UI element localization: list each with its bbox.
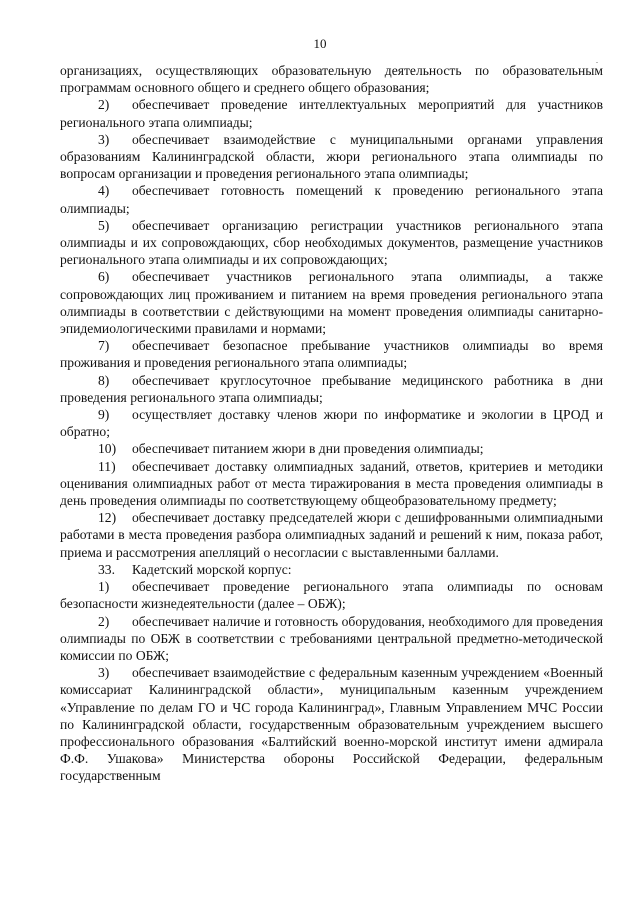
- page-number: 10: [313, 36, 327, 51]
- list-item: [60, 458, 603, 510]
- document-body: [60, 62, 603, 785]
- list-item-text: обеспечивает доставку олимпиадных заданий, ответов, критериев и методики оценивания олимпиадных работ от места тиражирования в места проведения олимпиады в день проведения олимпиады по соответствующему общеобразовательному предмету;: [60, 458, 603, 509]
- list-item: [60, 96, 603, 130]
- list-item-number: 11): [98, 458, 116, 474]
- list-item-text: обеспечивает участников регионального этапа олимпиады, а также сопровождающих лиц проживанием и питанием на время проведения регионального этапа олимпиады в соответствии с действующими на момент проведения олимпиады санитарно-эпидемиологическими правилами и нормами;: [60, 269, 603, 337]
- list-item-text: организациях, осуществляющих образовательную деятельность по образовательным программам основного общего и среднего общего образования;: [60, 63, 603, 96]
- list-item-number: 7): [98, 338, 110, 354]
- list-item: [60, 578, 603, 612]
- list-item-number: 2): [98, 613, 110, 629]
- list-item: [60, 182, 603, 216]
- list-item: [60, 337, 603, 371]
- list-item-text: обеспечивает доставку председателей жюри с дешифрованными олимпиадными работами в места проведения разбора олимпиадных заданий и решений к ним, показа работ, приема и рассмотрения апелляций о несогласии с выставленными баллами.: [60, 510, 603, 560]
- list-item-number: 5): [98, 217, 110, 233]
- list-item-text: обеспечивает взаимодействие с муниципальными органами управления образованиям Калининградской области, жюри регионального этапа олимпиады по вопросам организации и проведения регионального этапа олимпиады;: [60, 131, 603, 182]
- list-item-text: осуществляет доставку членов жюри по информатике и экологии в ЦРОД и обратно;: [60, 407, 603, 440]
- list-item-number: 9): [98, 407, 110, 423]
- list-item-number: 6): [98, 269, 110, 285]
- list-item: [60, 372, 603, 406]
- list-item: [60, 613, 603, 665]
- list-item-number: 1): [98, 579, 110, 595]
- list-item-number: 8): [98, 372, 110, 388]
- list-item-text: обеспечивает организацию регистрации участников регионального этапа олимпиады и их сопровождающих, сбор необходимых документов, размещение участников регионального этапа олимпиады и их сопровождающих;: [60, 217, 603, 268]
- list-item: [60, 440, 603, 457]
- list-item-text: обеспечивает безопасное пребывание участников олимпиады во время проживания и проведения регионального этапа олимпиады;: [60, 338, 603, 371]
- list-item: [60, 131, 603, 183]
- list-item-text: обеспечивает круглосуточное пребывание медицинского работника в дни проведения регионального этапа олимпиады;: [60, 372, 603, 405]
- list-item-text: обеспечивает готовность помещений к проведению регионального этапа олимпиады;: [60, 183, 603, 216]
- list-item: [60, 509, 603, 561]
- list-item-number: 10): [98, 441, 117, 457]
- list-item: [60, 664, 603, 784]
- list-item-number: 33.: [98, 561, 115, 577]
- list-item: [60, 561, 603, 578]
- list-item-number: 3): [98, 131, 110, 147]
- list-item-number: 12): [98, 510, 117, 526]
- list-item-number: 4): [98, 183, 110, 199]
- list-item-number: 2): [98, 97, 110, 113]
- list-item-number: 3): [98, 665, 110, 681]
- list-item: [60, 268, 603, 337]
- list-item-text: обеспечивает взаимодействие с федеральным казенным учреждением «Военный комиссариат Калининградской области», муниципальным казенным учреждением «Управление по делам ГО и ЧС города Калининград», Главным Управлением МЧС России по Калининградской области, государственным образовательным учреждением высшего профессионального образования «Балтийский военно-морской институт имени адмирала Ф.Ф. Ушакова» Министерства обороны Российской Федерации, федеральным государственным: [60, 665, 603, 784]
- paragraph-continuation: [60, 62, 603, 96]
- list-item-text: обеспечивает проведение интеллектуальных мероприятий для участников регионального этапа олимпиады;: [60, 97, 603, 130]
- list-item-text: обеспечивает наличие и готовность оборудования, необходимого для проведения олимпиады по ОБЖ в соответствии с требованиями центральной предметно-методической комиссии по ОБЖ;: [60, 613, 603, 663]
- list-item: [60, 406, 603, 440]
- list-item: [60, 217, 603, 269]
- list-item-text: обеспечивает питанием жюри в дни проведения олимпиады;: [132, 441, 484, 457]
- list-item-text: Кадетский морской корпус:: [132, 561, 292, 577]
- list-item-text: обеспечивает проведение регионального этапа олимпиады по основам безопасности жизнедеятельности (далее – ОБЖ);: [60, 579, 603, 612]
